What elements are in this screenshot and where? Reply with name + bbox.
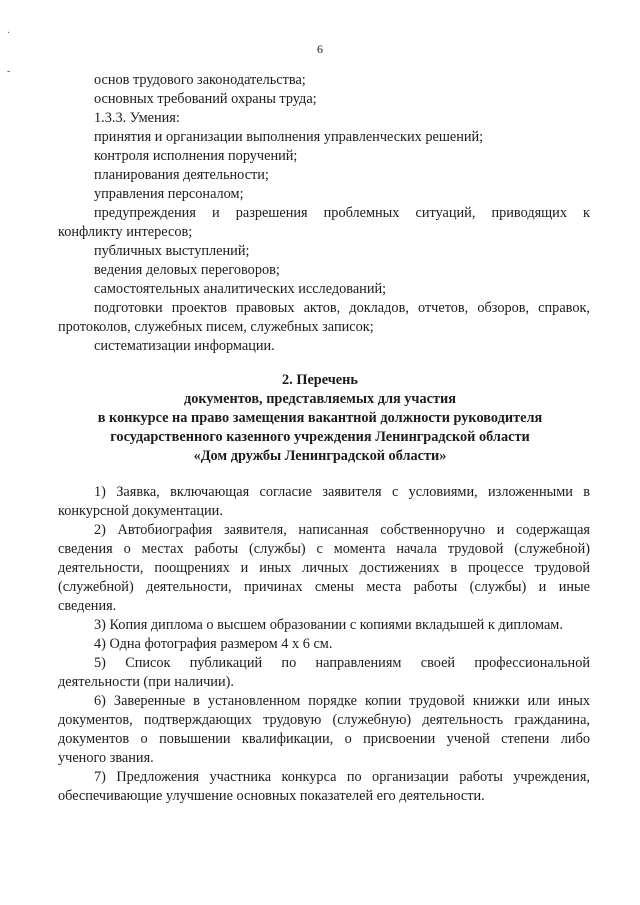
list-item: ведения деловых переговоров; <box>94 262 280 278</box>
list-item-continuation: конкурсной документации. <box>58 503 223 519</box>
list-item: основ трудового законодательства; <box>94 72 306 88</box>
page-number: 6 <box>317 42 323 56</box>
list-item-continuation: (служебной) деятельности, причинах смены места работы (службы) и иные <box>58 579 590 595</box>
list-item: 4) Одна фотография размером 4 х 6 см. <box>94 636 333 652</box>
scan-mark: · <box>7 28 11 39</box>
list-item: систематизации информации. <box>94 338 275 354</box>
heading-line: 2. Перечень <box>282 372 358 388</box>
list-item-continuation: документов, подтверждающих трудовую (служебную) деятельность гражданина, <box>58 712 590 728</box>
list-item-continuation: деятельности, поощрениях и иных личных достижениях в процессе трудовой <box>58 560 590 576</box>
list-item-continuation: конфликту интересов; <box>58 224 193 240</box>
list-item: самостоятельных аналитических исследований; <box>94 281 387 297</box>
list-item: планирования деятельности; <box>94 167 269 183</box>
list-item-continuation: документов о повышении квалификации, о присвоении ученой степени либо <box>58 731 590 747</box>
heading-line: документов, представляемых для участия <box>184 391 456 407</box>
list-item: управления персоналом; <box>94 186 244 202</box>
list-item: 2) Автобиография заявителя, написанная собственноручно и содержащая <box>94 522 590 538</box>
list-item-continuation: ученого звания. <box>58 750 154 766</box>
heading-line: государственного казенного учреждения Ленинградской области <box>110 429 530 445</box>
list-item: основных требований охраны труда; <box>94 91 317 107</box>
list-item: 3) Копия диплома о высшем образовании с копиями вкладышей к дипломам. <box>94 617 563 633</box>
list-item: подготовки проектов правовых актов, докладов, отчетов, обзоров, справок, <box>94 300 590 316</box>
list-item: 7) Предложения участника конкурса по организации работы учреждения, <box>94 769 590 785</box>
list-item-continuation: деятельности (при наличии). <box>58 674 234 690</box>
list-item: предупреждения и разрешения проблемных ситуаций, приводящих к <box>94 205 590 221</box>
list-item: 1) Заявка, включающая согласие заявителя с условиями, изложенными в <box>94 484 590 500</box>
list-item-continuation: сведения. <box>58 598 117 614</box>
list-item: контроля исполнения поручений; <box>94 148 298 164</box>
heading-line: «Дом дружбы Ленинградской области» <box>193 448 447 464</box>
list-item-continuation: обеспечивающие улучшение основных показателей его деятельности. <box>58 788 485 804</box>
list-item: принятия и организации выполнения управленческих решений; <box>94 129 484 145</box>
list-item-continuation: сведения о местах работы (службы) с момента начала трудовой (служебной) <box>58 541 590 557</box>
list-item: 6) Заверенные в установленном порядке копии трудовой книжки или иных <box>94 693 590 709</box>
scan-mark: - <box>7 66 11 77</box>
list-item: 1.3.3. Умения: <box>94 110 180 126</box>
list-item-continuation: протоколов, служебных писем, служебных записок; <box>58 319 374 335</box>
list-item: 5) Список публикаций по направлениям своей профессиональной <box>94 655 590 671</box>
heading-line: в конкурсе на право замещения вакантной должности руководителя <box>97 410 543 426</box>
list-item: публичных выступлений; <box>94 243 250 259</box>
